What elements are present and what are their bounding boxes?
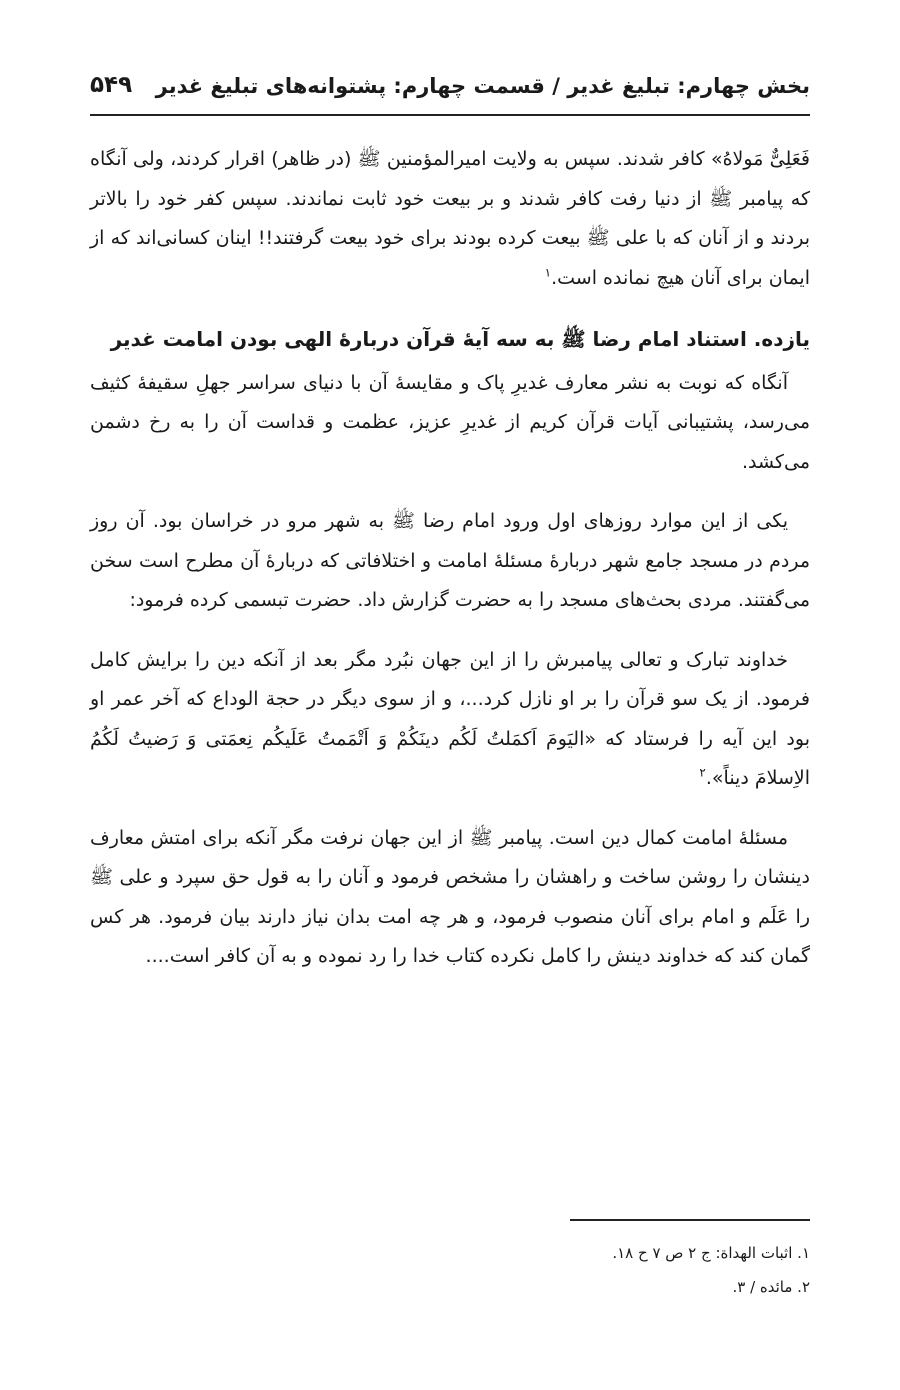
paragraph-text: فَعَلِیٌّ مَولاهُ» کافر شدند. سپس به ولایت امیرالمؤمنین ﷺ (در ظاهر) اقرار کردند، ولی آنگاه که پیامبر ﷺ از دنیا رفت کافر شدند و بر بیعت خود ثابت نماندند. سپس کفر خود را بالاتر بردند و از آنان که با علی ﷺ بیعت کرده بودند برای خود بیعت گرفتند!! اینان کسانی‌اند که از ایمان برای آنان هیچ نمانده است. [90, 148, 810, 289]
footnote: ۱. اثبات الهداة: ج ۲ ص ۷ ح ۱۸. [612, 1244, 810, 1262]
footnote: ۲. مائده / ۳. [732, 1278, 810, 1296]
paragraph [90, 140, 810, 298]
running-header-title: بخش چهارم: تبلیغ غدیر / قسمت چهارم: پشتوانه‌های تبلیغ غدیر [155, 74, 810, 98]
page-body [90, 140, 810, 997]
quoted-paragraph [90, 641, 810, 799]
paragraph-text: خداوند تبارک و تعالی پیامبرش را از این جهان نبُرد مگر بعد از آنکه دین را برایش کامل فرمود. از یک سو قرآن را بر او نازل کرد...، و از سوی دیگر در حجة الوداع که آخر عمر او بود این آیه را فرستاد که «الیَومَ اَکمَلتُ لَکُم دینَکُمْ وَ اَتْمَمتُ عَلَیکُم نِعمَتی وَ رَضیتُ لَکُمُ الاِسلامَ دیناً». [90, 648, 810, 789]
paragraph: یکی از این موارد روزهای اول ورود امام رضا ﷺ به شهر مرو در خراسان بود. آن روز مردم در مسجد جامع شهر دربارهٔ مسئلهٔ امامت و اختلافاتی که دربارهٔ آن مطرح است سخن می‌گفتند. مردی بحث‌های مسجد را به حضرت گزارش داد. حضرت تبسمی کرده فرمود: [90, 510, 810, 611]
footnote-marker: ۲ [699, 765, 706, 780]
footnote-marker: ۱ [544, 265, 552, 280]
running-header [90, 68, 810, 116]
section-heading: یازده. استناد امام رضا ﷺ به سه آیهٔ قرآن دربارهٔ الهی بودن امامت غدیر [110, 327, 810, 351]
paragraph: آنگاه که نوبت به نشر معارف غدیرِ پاک و مقایسهٔ آن با دنیای سراسر جهلِ سقیفهٔ کثیف می‌رسد، پشتیبانی آیات قرآن کریم از غدیرِ عزیز، عظمت و قداست آن را به رخ دشمن می‌کشد. [90, 371, 810, 473]
page-number: ۵۴۹ [90, 72, 133, 98]
footnotes [90, 1236, 810, 1304]
paragraph: مسئلهٔ امامت کمال دین است. پیامبر ﷺ از این جهان نرفت مگر آنکه برای امتش معارف دینشان را روشن ساخت و راهشان را مشخص فرمود و آنان را به قول حق سپرد و علی ﷺ را عَلَم و امام برای آنان منصوب فرمود، و هر چه امت بدان نیاز دارند بیان فرمود. هر کس گمان کند که خداوند دینش را کامل نکرده کتاب خدا را رد نموده و به آن کافر است.... [90, 826, 810, 967]
footnote-divider [570, 1219, 810, 1221]
